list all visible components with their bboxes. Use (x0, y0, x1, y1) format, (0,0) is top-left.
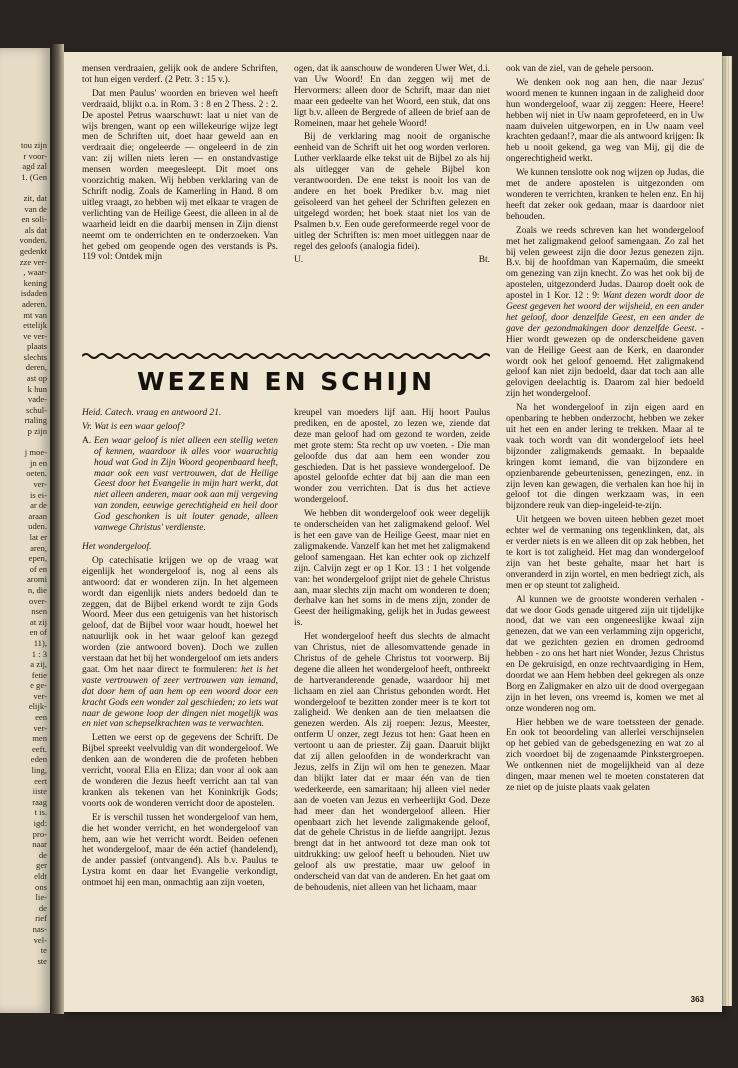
previous-page-fragment: gedenkt (19, 245, 47, 256)
previous-page-fragment: als dat (24, 224, 47, 235)
paragraph: Letten we eerst op de gegevens der Schrift. De Bijbel spreekt veelvuldig van dit wondergeloof. We denken aan de wonderen die de profeten hebben verricht, vooral Elia en Eliza; dan voor al ook aan de wonderen die Jezus heeft verricht aan tal van kranken als tekenen van het Koninkrijk Gods; voorts ook de wonderen verricht door de apostelen. (82, 733, 278, 809)
signature-left: U. (294, 255, 304, 266)
paragraph-text: Op catechisatie krijgen we op de vraag wat eigenlijk het wondergeloof is, nog al eens als antwoord: dat er wonderen zijn. In het algemeen wordt dan eigenlijk niets anders bedoeld dan te zeggen, dat de Bijbel erkend wordt te zijn Gods Woord. Meer dus een getuigenis van het historisch geloof, dat de Bijbel voor waar houdt, hoewel het natuurlijk ook in het waar geloof kan gezegd worden (zie antwoord boven). Doch we zullen verstaan dat het bij het wondergeloof om iets anders gaat. Om het naar direct te formuleren: (82, 555, 278, 675)
paragraph: We denken ook nog aan hen, die naar Jezus' woord menen te kunnen ingaan in de zaligheid door hun wondergeloof, waar zij zeggen: Heere, Heere! hebben wij niet in Uw naam geprofeteerd, en in Uw naam duivelen uitgeworpen, en in Uw naam veel krachten gedaan!?, maar die als antwoord krijgen: Ik heb u nooit gekend, ga weg van Mij, gij die de ongerechtigheid werkt. (506, 77, 704, 165)
page-number: 363 (690, 995, 704, 1004)
previous-page-fragment: kening (23, 277, 47, 288)
previous-page-fragment: p zijn (27, 426, 47, 437)
previous-page-fragment: jn en (30, 457, 47, 468)
previous-page-fragment: vade- (27, 394, 47, 405)
previous-page-fragment: de (38, 902, 47, 913)
article-title: WEZEN EN SCHIJN (137, 367, 435, 396)
answer-text: Een waar geloof is niet alleen een stellig weten of kennen, waardoor ik alles voor waarachtig houd wat God in Zijn Woord geopenbaard heeft, maar ook een vast vertrouwen, dat de Heilige Geest door het Evangelie in mijn hart werkt, dat niet alleen anderen, maar ook aan mij vergeving van zonden, eeuwige gerechtigheid en heil door God geschonken is uit louter genade, alleen vanwege Christus' verdienste. (94, 435, 278, 534)
paragraph: ook van de ziel, van de gehele persoon. (506, 64, 654, 74)
paragraph: Hier hebben we de ware toetssteen der genade. En ook tot beoordeling van allerlei verschijnselen op het gebied van de gebedsgenezing en wat zo al zich voordoet bij de zogenaamde Pinkstergroepen. We ontkennen niet de mogelijkheid van al deze dingen, maar menen wel te moeten constateren dat ze niet op de juiste plaats vaak gelaten (506, 717, 704, 793)
magazine-page (64, 52, 722, 1012)
answer-label: A. (82, 435, 92, 446)
previous-page-fragment: , waar- (23, 267, 47, 278)
previous-page-fragment: ast op (26, 373, 47, 384)
previous-page-text-fragments (3, 140, 47, 966)
previous-page-fragment: ste (37, 955, 47, 966)
previous-page-fragment: ons (35, 881, 47, 892)
paragraph: ogen, dat ik aanschouw de wonderen Uwer Wet, d.i. van Uw Woord! En dan zeggen wij met de Hervormers: alleen door de Schrift, maar dan niet maar een gedeelte van het Woord, een stuk, dat ons ligt b.v. alleen de Bergrede of alleen de brief aan de Romeinen, maar het gehele Woord! (294, 64, 490, 129)
scripture-quote: Want dezen wordt door de Geest gegeven het woord der wijsheid, en een ander het geloof, door denzelfde Geest, en een ander de gave der gezondmakingen door denzelfde Geest. (506, 291, 704, 334)
previous-page-fragment: vonden. (19, 235, 47, 246)
previous-page-fragment: aromi (26, 574, 47, 585)
previous-page-fragment: pro- (32, 828, 47, 839)
previous-page-fragment: at zij (30, 616, 47, 627)
previous-page-fragment: en soli- (21, 214, 47, 225)
paragraph: Uit hetgeen we boven uiteen hebben gezet moet echter wel de vermaning ons tegenklinken, dat, als er verder niets is en we alleen dit op zak hebben, het te kort is tot zaligheid. Het mag dan wondergeloof zijn van het beste gehalte, maar het hart is onveranderd in zijn wortel, en men bedriegt zich, als men er op steunt tot zaligheid. (506, 515, 704, 591)
paragraph-text: Zoals we reeds schreven kan het wondergeloof met het zaligmakend geloof samengaan. Zo zal het bij velen geweest zijn die door Jezus genezen zijn. B.v. bij de hoofdman van Kapernaüm, die smeekt om genezing van zijn knecht. Zo was het ook bij de apostelen, uitgezonderd Judas. Daarop doelt ook de apostel in 1 Kor. 12 : 9: (506, 225, 704, 302)
previous-page-fragment: rief (35, 913, 47, 924)
previous-page-fragment: 1 : 3 (31, 648, 47, 659)
previous-page-fragment: nas- (32, 923, 47, 934)
section-heading: Het wondergeloof. (82, 541, 152, 552)
paragraph: Bij de verklaring mag nooit de organische eenheid van de Schrift uit het oog worden verloren. Luther verklaarde elke tekst uit de Bijbel zo als hij als uitlegger van de gehele Bijbel kon verantwoorden. De ene tekst is nooit los van de andere en het boek Prediker b.v. mag niet geïsoleerd van het geheel der Schriften gelezen en uitgelegd worden; het boek staat niet los van de Psalmen b.v. Een oude gereformeerde regel voor de uitleg der Schriften is: men moet uitleggen naar de regel des geloofs (analogia fidei). (294, 132, 490, 252)
previous-page-fragment: araan (28, 510, 47, 521)
previous-page-fragment: raag (32, 796, 47, 807)
previous-page-fragment: fetie (31, 669, 47, 680)
previous-page-fragment: slechts (23, 351, 47, 362)
previous-page-fragment: ver- (33, 722, 47, 733)
previous-page-fragment: lat er (29, 531, 47, 542)
previous-page-fragment: deren, (25, 362, 47, 373)
previous-page-fragment: de (38, 849, 47, 860)
previous-page-fragment: rtaling (24, 415, 47, 426)
previous-page-fragment: schul- (25, 404, 47, 415)
previous-page-fragment: en of (29, 627, 47, 638)
previous-page-fragment: nsen (31, 606, 47, 617)
previous-page-fragment (3, 182, 47, 193)
signature-right: Bt. (478, 255, 490, 266)
previous-page-fragment: ar de (30, 500, 47, 511)
paragraph: Dat men Paulus' woorden en brieven wel heeft verdraaid, blijkt o.a. in Rom. 3 : 8 en 2 Thess. 2 : 2. De apostel Petrus waarschuwt: laat u niet van de wijs brengen, want op een willekeurige wijze legt men de Schriften uit, doet haar geweld aan en verdraait die; ongeleerde — ongeleerd in de zin van: zij willen niets leren — en onstandvastige mensen worden meegesleept. Dit moet ons voorzichtig maken. Wij hebben verklaring van de Schrift nodig. Zoals de Kamerling in Hand. 8 om uitleg vraagt, zo hebben wij met elkaar te vragen de verlichting van de Heilige Geest, die alleen in al de waarheid leidt en die daarbij mensen in Zijn dienst neemt om te onderrichten en te onderzoeken. Van het gebed om geopende ogen des verstands is Ps. 119 vol: Ontdek mijn (82, 88, 278, 263)
previous-page-fragment: agd zal (22, 161, 47, 172)
previous-page-fragment: 11), (33, 637, 47, 648)
paragraph: We hebben dit wondergeloof ook weer degelijk te onderscheiden van het zaligmakend geloof. Wel is het een gave van de Heilige Geest, maar niet en zaligmakende. Vanzelf kan het met het zaligmakend geloof samengaan. Het kan echter ook op zichzelf zijn. Calvijn zegt er op 1 Kor. 13 : 1 het volgende van: het wondergeloof grijpt niet de gehele Christus aan, maar slechts zijn macht om wonderen te doen; derhalve kan het soms in de mens zijn, zonder de Geest der heiligmaking, gelijk het in Judas geweest is. (294, 509, 490, 629)
article-column-2 (294, 408, 490, 894)
paragraph: Er is verschil tussen het wondergeloof van hem, die het wonder verricht, en het wondergeloof van hem, aan wie het verricht wordt. Beiden oefenen het wondergeloof, maar de één actief (handelend), de ander passief (ontvangend). Als b.v. Paulus te Lystra komt en daar het Evangelie verkondigt, ontmoet hij een man, onmachtig aan zijn voeten, (82, 812, 278, 889)
previous-page-fragment: isdaden (20, 288, 47, 299)
paragraph: kreupel van moeders lijf aan. Hij hoort Paulus prediken, en de apostel, zo lezen we, ziende dat deze man geloof had om gezond te worden, zeide met grote stem: Sta recht op uw voeten. - Die man geloofde dus dat aan hem een wonder zou geschieden. Dat is het passieve wondergeloof. De apostel geloofde echter dat bij aan die man een wonder zou verrichten. Dat is dus het actieve wondergeloof. (294, 408, 490, 506)
previous-page-fragment: aderen. (21, 298, 47, 309)
paragraph: We kunnen tenslotte ook nog wijzen op Judas, die met de andere apostelen is uitgezonden om wonderen te verrichten, kranken te helen enz. En hij heeft dat zeker ook gedaan, maar is daardoor niet behouden. (506, 168, 704, 222)
article-continuation-column-2 (294, 64, 490, 266)
previous-page-fragment: ling, (31, 765, 47, 776)
definition-text: het is het vaste vertrouwen of zeer vertrouwen van iemand, dat door hem of aan hem op een woord door een kracht Gods een wonder zal geschieden; zo iets wat naar de gewone loop der dingen niet mogelijk was en niet van schepselkrachten was te verwachten. (82, 664, 278, 730)
previous-page-fragment: epen, (28, 553, 47, 564)
previous-page-fragment: ger (36, 860, 47, 871)
previous-page-fragment: plaats (26, 341, 47, 352)
previous-page-fragment: j moe- (24, 447, 47, 458)
previous-page-fragment: 1. (Gen (21, 171, 47, 182)
previous-page-fragment: a zij, (30, 659, 47, 670)
previous-page-fragment: n, die (27, 584, 47, 595)
previous-page-fragment: iiste (32, 786, 47, 797)
article-signature (294, 255, 490, 266)
previous-page-fragment: elijk- (28, 701, 47, 712)
previous-page-fragment: is ei- (30, 489, 47, 500)
paragraph: mensen verdraaien, gelijk ook de andere Schriften, tot hun eigen verderf. (2 Petr. 3 : 15 v.). (82, 64, 278, 85)
book-gutter (50, 44, 64, 1014)
previous-page-fragment: e ge- (30, 680, 47, 691)
previous-page-fragment: eeft. (31, 743, 47, 754)
previous-page-fragment: of en (29, 563, 47, 574)
previous-page-fragment: r voor- (23, 150, 47, 161)
previous-page-fragment: tou zijn (20, 140, 47, 150)
right-column (506, 64, 704, 794)
catechism-question: Vr. Wat is een waar geloof? (82, 421, 185, 432)
article-column-1 (82, 408, 278, 889)
previous-page-fragment: te (40, 945, 47, 956)
paragraph: Na het wondergeloof in zijn eigen aard en openbaring te hebben onderzocht, hebben we zeker uit het een en ander lering te trekken. Maar al te vaak toch wordt van dit wondergeloof iets heel bijzonder zaligmakends gemaakt. In bepaalde kringen komt iemand, die van bijzondere en opzienbarende gebeurtenissen, genezingen, enz. in zijn leven kan gewagen, die verhalen kan hoe hij in geloof tot die dingen werkzaam was, in een bijzondere reuk van diep-ingeleid-te-zijn. (506, 403, 704, 512)
previous-page-fragment: t is. (34, 807, 47, 818)
previous-page-fragment: men (32, 733, 47, 744)
paragraph (82, 556, 278, 731)
previous-page-fragment: aren, (30, 542, 47, 553)
catechism-answer (82, 436, 278, 534)
paragraph: Zoals we reeds schreven kan het wondergeloof met het zaligmakend geloof samengaan. Zo zal het bij velen geweest zijn die door Jezus genezen zijn. B.v. bij de hoofdman van Kapernaüm, die smeekt om genezing van zijn knecht. Zo was het ook bij de apostelen, uitgezonderd Judas. Daarop doelt ook de apostel in 1 Kor. 12 : 9: Want dezen wordt door de Geest gegeven het woord der wijsheid, en een ander het geloof, door denzelfde Geest, en een ander de gave der gezondmakingen door denzelfde Geest. - Hier wordt gewezen op de onderscheidene gaven van de Heilige Geest aan de Kerk, en daaronder wordt ook het geloof genoemd. Het zaligmakend geloof kan niet zijn bedoeld, daar dat toch aan alle gelovigen deelachtig is. Daarom zal hier bedoeld zijn het wondergeloof. (506, 225, 704, 400)
catechism-reference: Heid. Catech. vraag en antwoord 21. (82, 408, 222, 418)
previous-page-fragment: ve ver- (23, 330, 47, 341)
paragraph: Het wondergeloof heeft dus slechts de almacht van Christus, niet de allesomvattende genade in Christus of de gehele Christus tot voorwerp. Bij degene die alleen het wondergeloof heeft, ontbreekt de hartveranderende genade, waardoor hij met lichaam en ziel aan Christus gebonden wordt. Het wondergeloof te bezitten zonder meer is te kort tot zaligheid. We denken aan de tien melaatsen die genezen werden. Als zij roepen: Jezus, Meester, ontferm U onzer, zegt Jezus tot hen: Gaat heen en vertoont u aan de priester. Zij gaan. Daaruit blijkt dat zij allen geloofden in de wonderkracht van Jezus, zelfs in Zijn wil om hen te genezen. Maar dan blijkt later dat er maar één van de tien wederkeerde, een samaritaan; hij alleen viel neder aan de voeten van Jezus en verheerlijkt God. Deze had meer dan het wondergeloof alleen. Hier openbaart zich het levende zaligmakende geloof, dat de gehele Christus in de liefde aangrijpt. Jezus brengt dat in het antwoord tot deze man ook tot uitdrukking: uw geloof heeft u behouden. Niet uw geloof als uw prestatie, maar uw geloof in onderscheid van dat van de anderen. En het gaat om de behoudenis, niet alleen van het lichaam, maar (294, 632, 490, 893)
previous-page-fragment: ver- (33, 479, 47, 489)
page-stack-edge (722, 56, 732, 1006)
paragraph-text: Hier wordt gewezen op de onderscheidene gaven van de Heilige Geest aan de Kerk, en daaronder wordt ook het geloof genoemd. Het zaligmakend geloof kan niet zijn bedoeld, daar dat toch aan alle gelovigen deelachtig is. Daarom zal hier bedoeld zijn het wondergeloof. (506, 334, 704, 400)
previous-page-fragment: naar (32, 839, 47, 850)
previous-page-fragment: uden. (28, 521, 47, 532)
article-continuation-column-1 (82, 64, 278, 263)
previous-page-fragment: lie- (35, 892, 47, 903)
previous-page-edge (0, 48, 51, 1013)
previous-page-fragment: mt van (23, 309, 47, 320)
wave-divider-graphic (82, 352, 490, 360)
previous-page-fragment: k hun (27, 383, 47, 394)
previous-page-fragment: ver- (33, 690, 47, 701)
previous-page-fragment: zit, dat (23, 192, 47, 203)
previous-page-fragment: ettelijk (23, 320, 47, 331)
previous-page-fragment: over- (29, 595, 47, 606)
previous-page-fragment: zze ver- (19, 256, 47, 267)
previous-page-fragment: eldt (34, 870, 47, 881)
previous-page-fragment: eden (30, 754, 47, 765)
previous-page-fragment (3, 437, 47, 448)
previous-page-fragment: een (35, 712, 47, 723)
previous-page-fragment: vel- (33, 934, 47, 945)
ornamental-divider (82, 352, 490, 360)
previous-page-fragment: van de (24, 203, 47, 214)
paragraph: Al kunnen we de grootste wonderen verhalen - dat we door Gods genade uitgered zijn uit tijdelijke nood, dat we van een ongeneeslijke kwaal zijn genezen, dat we van een verlamming zijn opgericht, dat we gezichten gezien en dromen gedroomd hebben - zo ons het hart niet Wonder, Jezus Christus en De gekruisigd, en onze rechtvaardiging in Hem, doordat we aan Hem hebben deel gekregen als onze Borg en Zaligmaker en alzo uit de dood overgegaan zijn in het leven, ons vreemd is, komen we met al onze wonderen nog om. (506, 594, 704, 714)
previous-page-fragment: igd: (33, 818, 47, 828)
previous-page-fragment: oeten. (26, 468, 47, 479)
previous-page-fragment: eert (34, 775, 47, 786)
